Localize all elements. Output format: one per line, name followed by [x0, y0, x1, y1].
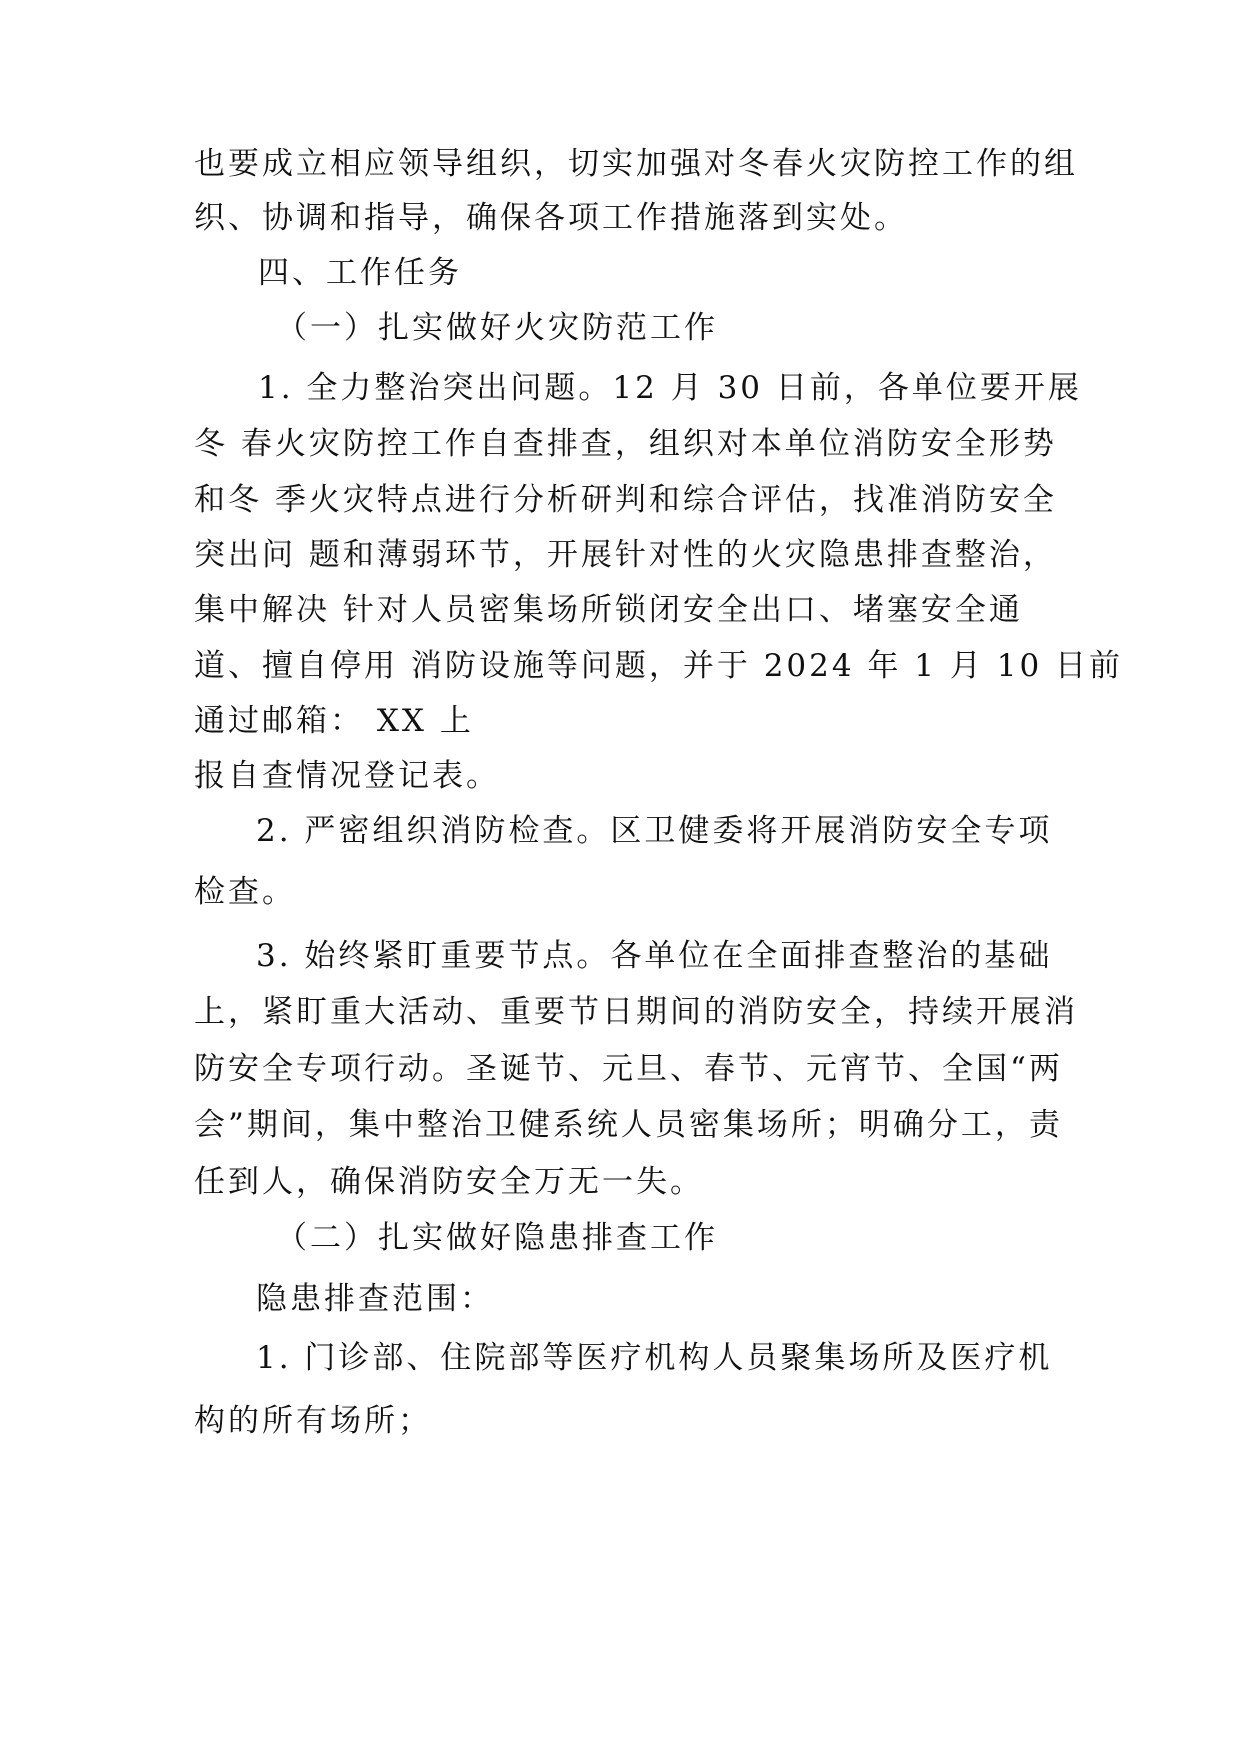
section-heading: 四、工作任务 [258, 255, 462, 291]
paragraph-line: 通过邮箱： XX 上 [194, 703, 474, 739]
paragraph-line: 构的所有场所； [194, 1403, 432, 1439]
paragraph-line: 3. 始终紧盯重要节点。各单位在全面排查整治的基础 [256, 938, 1053, 974]
paragraph-line: 任到人，确保消防安全万无一失。 [194, 1164, 704, 1200]
paragraph-line: 冬 春火灾防控工作自查排查，组织对本单位消防安全形势 [194, 426, 1057, 462]
paragraph-line: 隐患排查范围： [256, 1281, 494, 1317]
paragraph-line: 上，紧盯重大活动、重要节日期间的消防安全，持续开展消 [194, 994, 1078, 1030]
paragraph-line: 防安全专项行动。圣诞节、元旦、春节、元宵节、全国“两 [194, 1051, 1063, 1087]
paragraph-line: 也要成立相应领导组织，切实加强对冬春火灾防控工作的组 [194, 146, 1078, 182]
paragraph-line: 集中解决 针对人员密集场所锁闭安全出口、堵塞安全通 [194, 592, 1023, 628]
paragraph-line: 突出问 题和薄弱环节，开展针对性的火灾隐患排查整治， [194, 537, 1057, 573]
paragraph-line: 和冬 季火灾特点进行分析研判和综合评估，找准消防安全 [194, 482, 1057, 518]
paragraph-line: 织、协调和指导，确保各项工作措施落到实处。 [194, 200, 908, 236]
paragraph-line: 报自查情况登记表。 [194, 758, 500, 794]
paragraph-line: 道、擅自停用 消防设施等问题，并于 2024 年 1 月 10 日前 [194, 648, 1124, 684]
paragraph-line: 检查。 [194, 874, 296, 910]
subsection-heading: （一）扎实做好火灾防范工作 [276, 310, 718, 346]
subsection-heading: （二）扎实做好隐患排查工作 [276, 1220, 718, 1256]
paragraph-line: 1. 全力整治突出问题。12 月 30 日前，各单位要开展 [258, 370, 1082, 406]
paragraph-line: 2. 严密组织消防检查。区卫健委将开展消防安全专项 [256, 813, 1053, 849]
paragraph-line: 1. 门诊部、住院部等医疗机构人员聚集场所及医疗机 [256, 1340, 1053, 1376]
paragraph-line: 会”期间，集中整治卫健系统人员密集场所；明确分工，责 [194, 1107, 1063, 1143]
